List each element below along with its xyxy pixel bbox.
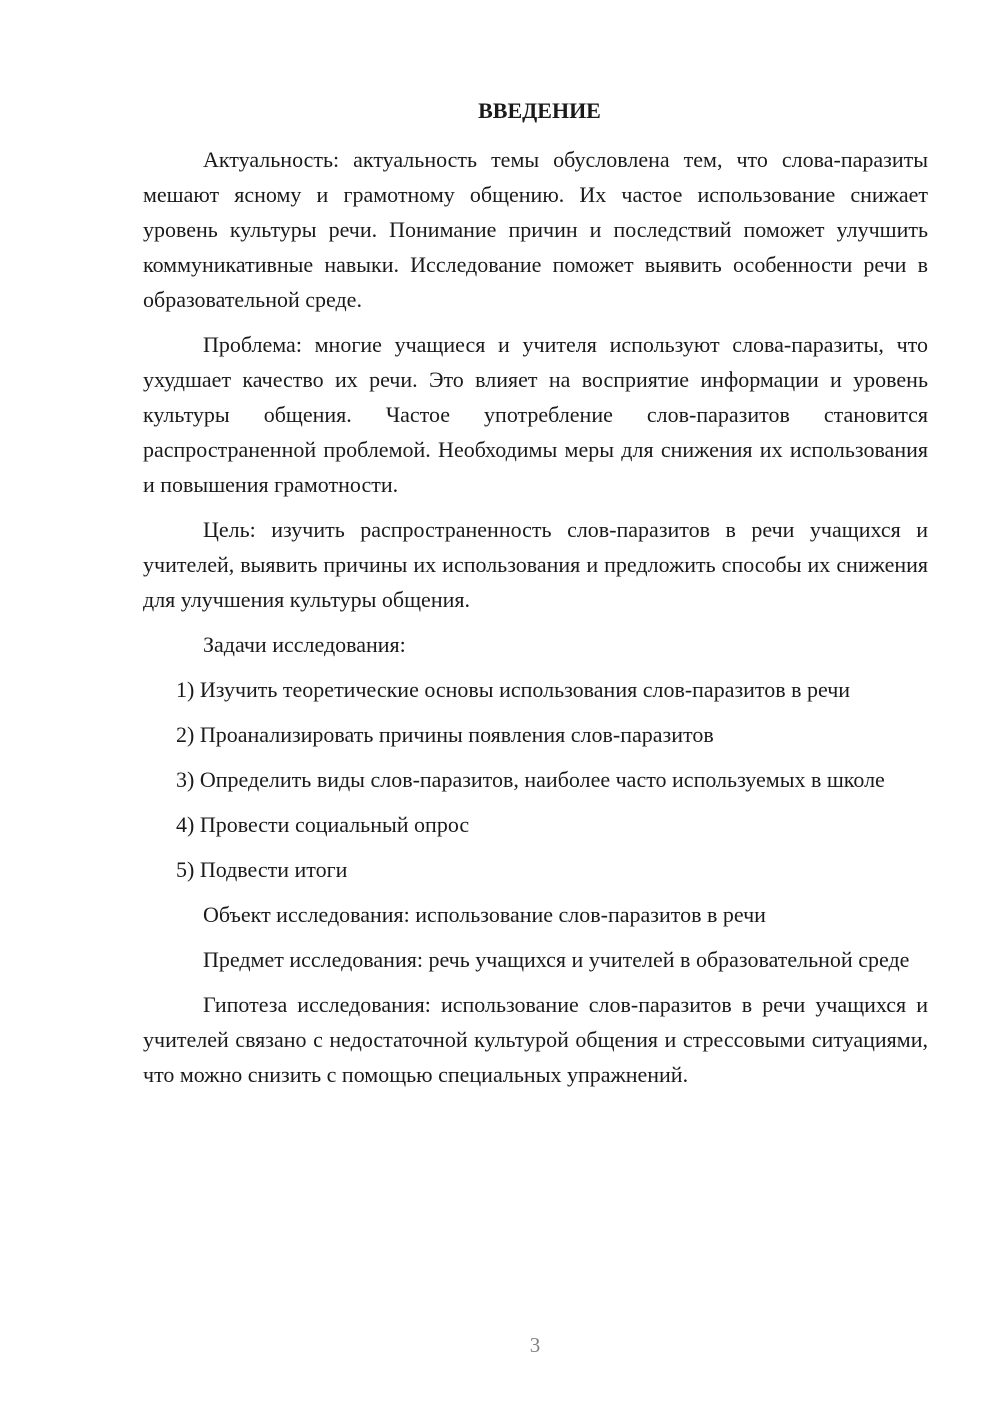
task-item-2: 2) Проанализировать причины появления слов-паразитов [176,722,714,747]
document-body [143,93,928,1102]
goal-paragraph: Цель: изучить распространенность слов-паразитов в речи учащихся и учителей, выявить причины их использования и предложить способы их снижения для улучшения культуры общения. [143,517,928,612]
subject-paragraph: Предмет исследования: речь учащихся и учителей в образовательной среде [203,947,910,972]
section-title: ВВЕДЕНИЕ [478,98,601,123]
task-item-5: 5) Подвести итоги [176,857,348,882]
problem-paragraph: Проблема: многие учащиеся и учителя используют слова-паразиты, что ухудшает качество их речи. Это влияет на восприятие информации и уровень культуры общения. Частое употребление слов-паразитов становится распространенной проблемой. Необходимы меры для снижения их использования и повышения грамотности. [143,332,928,497]
object-paragraph: Объект исследования: использование слов-паразитов в речи [203,902,766,927]
relevance-paragraph: Актуальность: актуальность темы обусловлена тем, что слова-паразиты мешают ясному и грамотному общению. Их частое использование снижает уровень культуры речи. Понимание причин и последствий поможет улучшить коммуникативные навыки. Исследование поможет выявить особенности речи в образовательной среде. [143,147,928,312]
hypothesis-paragraph: Гипотеза исследования: использование слов-паразитов в речи учащихся и учителей связано с недостаточной культурой общения и стрессовыми ситуациями, что можно снизить с помощью специальных упражнений. [143,992,928,1087]
task-item-4: 4) Провести социальный опрос [176,812,470,837]
task-item-3: 3) Определить виды слов-паразитов, наиболее часто используемых в школе [176,767,885,792]
tasks-heading: Задачи исследования: [203,632,406,657]
task-item-1: 1) Изучить теоретические основы использования слов-паразитов в речи [176,677,851,702]
page-number: 3 [529,1333,541,1357]
